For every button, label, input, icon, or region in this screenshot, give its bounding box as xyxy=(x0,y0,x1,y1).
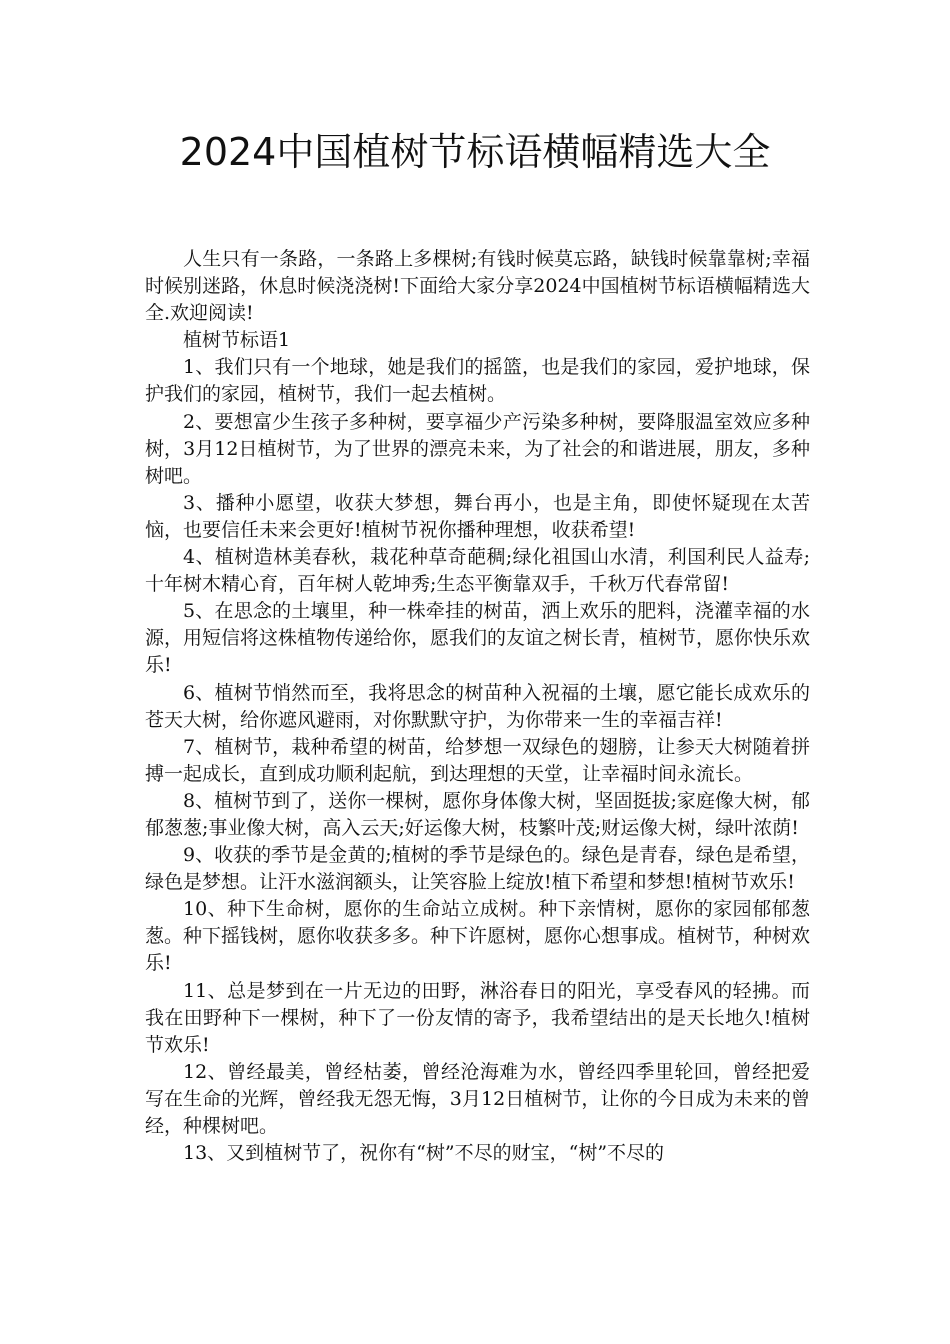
document-body xyxy=(145,246,810,1167)
slogan-paragraph: 7、植树节，栽种希望的树苗，给梦想一双绿色的翅膀，让参天大树随着拼搏一起成长，直到成功顺利起航，到达理想的天堂，让幸福时间永流长。 xyxy=(145,735,810,785)
slogan-paragraph: 8、植树节到了，送你一棵树，愿你身体像大树，坚固挺拔;家庭像大树，郁郁葱葱;事业像大树，高入云天;好运像大树，枝繁叶茂;财运像大树，绿叶浓荫! xyxy=(145,789,810,839)
slogan-paragraph: 11、总是梦到在一片无边的田野，淋浴春日的阳光，享受春风的轻拂。而我在田野种下一棵树，种下了一份友情的寄予，我希望结出的是天长地久!植树节欢乐! xyxy=(145,979,810,1056)
slogan-paragraph: 3、播种小愿望，收获大梦想，舞台再小，也是主角，即使怀疑现在太苦恼，也要信任未来会更好!植树节祝你播种理想，收获希望! xyxy=(145,491,810,541)
slogan-paragraph: 10、种下生命树，愿你的生命站立成树。种下亲情树，愿你的家园郁郁葱葱。种下摇钱树，愿你收获多多。种下许愿树，愿你心想事成。植树节，种树欢乐! xyxy=(145,898,811,975)
slogan-paragraph: 5、在思念的土壤里，种一株牵挂的树苗，洒上欢乐的肥料，浇灌幸福的水源，用短信将这株植物传递给你，愿我们的友谊之树长青，植树节，愿你快乐欢乐! xyxy=(145,600,811,677)
section-heading: 植树节标语1 xyxy=(183,329,291,352)
intro-paragraph: 人生只有一条路，一条路上多棵树;有钱时候莫忘路，缺钱时候靠靠树;幸福时候别迷路，休息时候浇浇树!下面给大家分享2024中国植树节标语横幅精选大全.欢迎阅读! xyxy=(145,248,810,325)
document-title: 2024中国植树节标语横幅精选大全 xyxy=(179,130,771,174)
slogan-paragraph: 2、要想富少生孩子多种树，要享福少产污染多种树，要降服温室效应多种树，3月12日植树节，为了世界的漂亮未来，为了社会的和谐进展，朋友，多种树吧。 xyxy=(145,410,810,487)
slogan-paragraph: 12、曾经最美，曾经枯萎，曾经沧海难为水，曾经四季里轮回，曾经把爱写在生命的光辉，曾经我无怨无悔，3月12日植树节，让你的今日成为未来的曾经，种棵树吧。 xyxy=(145,1060,810,1137)
slogan-paragraph: 6、植树节悄然而至，我将思念的树苗种入祝福的土壤，愿它能长成欢乐的苍天大树，给你遮风避雨，对你默默守护，为你带来一生的幸福吉祥! xyxy=(145,681,810,731)
slogan-paragraph: 9、收获的季节是金黄的;植树的季节是绿色的。绿色是青春，绿色是希望，绿色是梦想。让汗水滋润额头，让笑容脸上绽放!植下希望和梦想!植树节欢乐! xyxy=(145,844,810,894)
slogan-paragraph: 4、植树造林美春秋，栽花种草奇葩稠;绿化祖国山水清，利国利民人益寿;十年树木精心育，百年树人乾坤秀;生态平衡靠双手，千秋万代春常留! xyxy=(145,546,810,596)
slogan-paragraph: 13、又到植树节了，祝你有“树”不尽的财宝，“树”不尽的 xyxy=(183,1142,665,1165)
slogan-paragraph: 1、我们只有一个地球，她是我们的摇篮，也是我们的家园，爱护地球，保护我们的家园，植树节，我们一起去植树。 xyxy=(145,356,810,406)
